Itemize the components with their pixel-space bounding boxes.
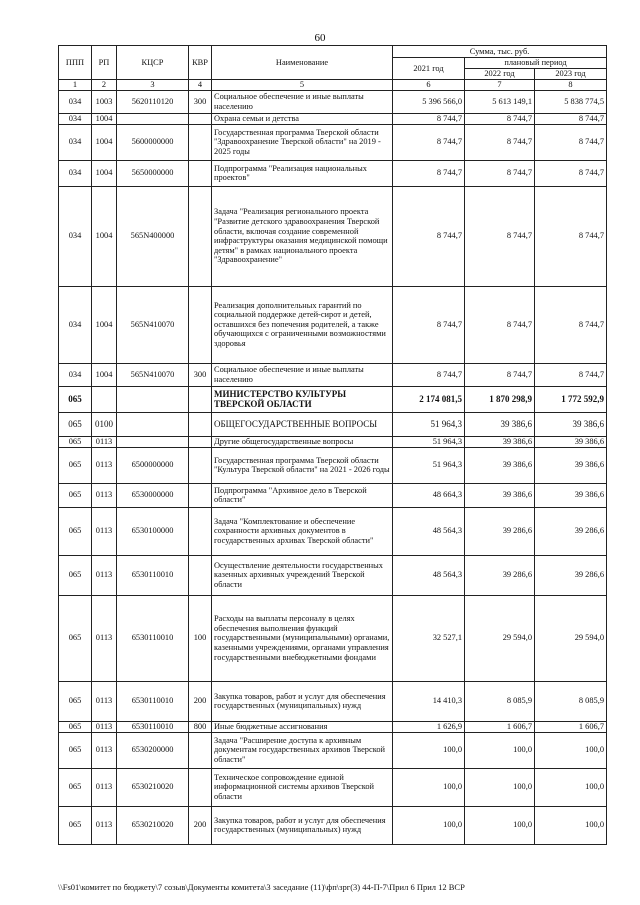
table-body	[59, 90, 607, 844]
cell-2023: 39 386,6	[535, 436, 607, 447]
cell-2022: 1 606,7	[465, 721, 535, 732]
cell-ppp: 065	[59, 768, 92, 806]
cell-2021: 8 744,7	[393, 186, 465, 286]
cell-2021: 1 626,9	[393, 721, 465, 732]
table-row	[59, 113, 607, 124]
cell-kvr	[189, 768, 212, 806]
cell-2023: 8 085,9	[535, 681, 607, 721]
cell-ppp: 065	[59, 732, 92, 768]
cell-rp: 0113	[92, 436, 117, 447]
cell-2021: 14 410,3	[393, 681, 465, 721]
cell-rp: 0113	[92, 768, 117, 806]
cell-ppp: 034	[59, 186, 92, 286]
cell-rp: 0113	[92, 595, 117, 681]
cell-kcsr: 5650000000	[117, 160, 189, 186]
cell-ppp: 065	[59, 386, 92, 412]
table-row	[59, 363, 607, 386]
column-number: 8	[535, 80, 607, 91]
column-number: 1	[59, 80, 92, 91]
header-2023: 2023 год	[535, 69, 607, 80]
cell-2021: 100,0	[393, 768, 465, 806]
cell-name: Иные бюджетные ассигнования	[212, 721, 393, 732]
column-numbers-row	[59, 80, 607, 91]
header-kcsr: КЦСР	[117, 46, 189, 80]
cell-name: Охрана семьи и детства	[212, 113, 393, 124]
header-rp: РП	[92, 46, 117, 80]
table-row	[59, 386, 607, 412]
budget-table	[58, 45, 607, 845]
cell-rp: 1004	[92, 286, 117, 363]
cell-2022: 5 613 149,1	[465, 90, 535, 113]
column-number: 4	[189, 80, 212, 91]
cell-2022: 8 744,7	[465, 113, 535, 124]
cell-2022: 8 744,7	[465, 286, 535, 363]
cell-name: Закупка товаров, работ и услуг для обеспечения государственных (муниципальных) нужд	[212, 681, 393, 721]
cell-2023: 39 386,6	[535, 483, 607, 507]
cell-rp: 1004	[92, 113, 117, 124]
cell-kvr	[189, 386, 212, 412]
cell-2022: 39 386,6	[465, 447, 535, 483]
cell-2023: 1 606,7	[535, 721, 607, 732]
cell-2022: 100,0	[465, 768, 535, 806]
cell-ppp: 065	[59, 595, 92, 681]
cell-kcsr: 6530110010	[117, 721, 189, 732]
cell-rp: 0113	[92, 681, 117, 721]
table-row	[59, 768, 607, 806]
column-number: 3	[117, 80, 189, 91]
cell-2022: 39 286,6	[465, 507, 535, 555]
table-row	[59, 595, 607, 681]
cell-name: Подпрограмма "Архивное дело в Тверской области"	[212, 483, 393, 507]
cell-2022: 8 744,7	[465, 124, 535, 160]
cell-ppp: 065	[59, 447, 92, 483]
cell-2023: 5 838 774,5	[535, 90, 607, 113]
cell-2023: 100,0	[535, 732, 607, 768]
cell-rp: 0113	[92, 732, 117, 768]
cell-2023: 8 744,7	[535, 113, 607, 124]
cell-ppp: 065	[59, 507, 92, 555]
table-row	[59, 483, 607, 507]
cell-kcsr: 6530110010	[117, 595, 189, 681]
header-2021: 2021 год	[393, 58, 465, 80]
cell-ppp: 034	[59, 363, 92, 386]
cell-kcsr: 6530210020	[117, 806, 189, 844]
cell-kvr: 200	[189, 681, 212, 721]
cell-2021: 51 964,3	[393, 412, 465, 436]
cell-name: Государственная программа Тверской области "Культура Тверской области" на 2021 - 2026 годы	[212, 447, 393, 483]
cell-kvr	[189, 412, 212, 436]
cell-rp: 1004	[92, 186, 117, 286]
table-row	[59, 447, 607, 483]
cell-ppp: 065	[59, 412, 92, 436]
cell-ppp: 034	[59, 124, 92, 160]
table-row	[59, 124, 607, 160]
cell-name: Техническое сопровождение единой информационной системы архивов Тверской области	[212, 768, 393, 806]
cell-rp: 0113	[92, 806, 117, 844]
cell-2021: 48 564,3	[393, 555, 465, 595]
cell-name: Осуществление деятельности государственных казенных архивных учреждений Тверской области	[212, 555, 393, 595]
column-number: 6	[393, 80, 465, 91]
cell-name: ОБЩЕГОСУДАРСТВЕННЫЕ ВОПРОСЫ	[212, 412, 393, 436]
header-name: Наименование	[212, 46, 393, 80]
cell-2021: 51 964,3	[393, 447, 465, 483]
cell-name: Задача "Реализация регионального проекта "Развитие детского здравоохранения Тверской области, включая создание современной инфраструктуры оказания медицинской помощи детям" в рамках национального проекта "Здравоохранение"	[212, 186, 393, 286]
cell-ppp: 065	[59, 681, 92, 721]
cell-ppp: 065	[59, 555, 92, 595]
cell-kvr	[189, 507, 212, 555]
cell-kvr	[189, 483, 212, 507]
cell-name: Государственная программа Тверской области "Здравоохранение Тверской области" на 2019 - 2025 годы	[212, 124, 393, 160]
cell-2022: 8 744,7	[465, 160, 535, 186]
cell-2023: 8 744,7	[535, 363, 607, 386]
cell-2023: 1 772 592,9	[535, 386, 607, 412]
cell-kvr: 300	[189, 90, 212, 113]
cell-name: Закупка товаров, работ и услуг для обеспечения государственных (муниципальных) нужд	[212, 806, 393, 844]
cell-2022: 8 085,9	[465, 681, 535, 721]
cell-2023: 39 386,6	[535, 412, 607, 436]
cell-rp: 1004	[92, 160, 117, 186]
cell-2022: 39 386,6	[465, 436, 535, 447]
cell-2021: 8 744,7	[393, 124, 465, 160]
cell-ppp: 034	[59, 286, 92, 363]
cell-name: Подпрограмма "Реализация национальных проектов"	[212, 160, 393, 186]
cell-2023: 100,0	[535, 806, 607, 844]
table-row	[59, 286, 607, 363]
cell-name: Задача "Комплектование и обеспечение сохранности архивных документов в государственных архивах Тверской области"	[212, 507, 393, 555]
cell-2022: 29 594,0	[465, 595, 535, 681]
header-sum: Сумма, тыс. руб.	[393, 46, 607, 58]
cell-rp: 0100	[92, 412, 117, 436]
cell-2021: 100,0	[393, 732, 465, 768]
cell-2022: 8 744,7	[465, 363, 535, 386]
header-kvr: КВР	[189, 46, 212, 80]
cell-kcsr: 565N400000	[117, 186, 189, 286]
cell-2022: 39 386,6	[465, 483, 535, 507]
cell-ppp: 034	[59, 113, 92, 124]
cell-kvr	[189, 436, 212, 447]
column-number: 5	[212, 80, 393, 91]
cell-2023: 29 594,0	[535, 595, 607, 681]
cell-2022: 1 870 298,9	[465, 386, 535, 412]
table-row	[59, 436, 607, 447]
file-path-footer: \\Fs01\комитет по бюджету\7 созыв\Документы комитета\3 заседание (11)\фп\зрг(3) 44-П-7\Прил 6 Прил 12 ВСР	[58, 882, 465, 892]
cell-rp	[92, 386, 117, 412]
cell-kcsr: 6530100000	[117, 507, 189, 555]
cell-2021: 48 564,3	[393, 507, 465, 555]
cell-2021: 8 744,7	[393, 160, 465, 186]
cell-name: Социальное обеспечение и иные выплаты населению	[212, 90, 393, 113]
cell-2021: 8 744,7	[393, 286, 465, 363]
cell-rp: 0113	[92, 483, 117, 507]
cell-kvr: 300	[189, 363, 212, 386]
cell-2023: 8 744,7	[535, 186, 607, 286]
table-row	[59, 507, 607, 555]
cell-ppp: 034	[59, 90, 92, 113]
cell-2021: 8 744,7	[393, 363, 465, 386]
cell-ppp: 065	[59, 483, 92, 507]
cell-ppp: 034	[59, 160, 92, 186]
cell-2021: 2 174 081,5	[393, 386, 465, 412]
cell-kvr	[189, 286, 212, 363]
cell-rp: 1003	[92, 90, 117, 113]
cell-2023: 8 744,7	[535, 160, 607, 186]
cell-kcsr	[117, 436, 189, 447]
cell-kcsr: 6530200000	[117, 732, 189, 768]
cell-kvr	[189, 447, 212, 483]
cell-kvr	[189, 555, 212, 595]
cell-kcsr	[117, 386, 189, 412]
cell-kcsr: 565N410070	[117, 363, 189, 386]
cell-2021: 100,0	[393, 806, 465, 844]
cell-kcsr	[117, 113, 189, 124]
cell-kvr: 200	[189, 806, 212, 844]
cell-kcsr: 6530110010	[117, 681, 189, 721]
table-row	[59, 160, 607, 186]
cell-name: Социальное обеспечение и иные выплаты населению	[212, 363, 393, 386]
cell-2021: 32 527,1	[393, 595, 465, 681]
table-header	[59, 46, 607, 91]
header-planned-period: плановый период	[465, 58, 607, 69]
column-number: 2	[92, 80, 117, 91]
cell-kvr	[189, 160, 212, 186]
cell-kcsr: 6530210020	[117, 768, 189, 806]
table-row	[59, 806, 607, 844]
cell-2023: 8 744,7	[535, 286, 607, 363]
cell-ppp: 065	[59, 721, 92, 732]
cell-name: Задача "Расширение доступа к архивным документам государственных архивов Тверской области"	[212, 732, 393, 768]
cell-2023: 100,0	[535, 768, 607, 806]
cell-ppp: 065	[59, 806, 92, 844]
cell-2022: 100,0	[465, 806, 535, 844]
column-number: 7	[465, 80, 535, 91]
page-number: 60	[314, 32, 326, 44]
table-row	[59, 90, 607, 113]
table-row	[59, 555, 607, 595]
header-ppp: ППП	[59, 46, 92, 80]
cell-kvr: 800	[189, 721, 212, 732]
table-row	[59, 412, 607, 436]
cell-kcsr: 6530000000	[117, 483, 189, 507]
table-row	[59, 681, 607, 721]
cell-kvr	[189, 732, 212, 768]
cell-rp: 1004	[92, 363, 117, 386]
cell-rp: 1004	[92, 124, 117, 160]
cell-2023: 39 286,6	[535, 555, 607, 595]
cell-kcsr: 565N410070	[117, 286, 189, 363]
cell-rp: 0113	[92, 507, 117, 555]
table-row	[59, 186, 607, 286]
cell-rp: 0113	[92, 721, 117, 732]
header-2022: 2022 год	[465, 69, 535, 80]
cell-2022: 39 386,6	[465, 412, 535, 436]
cell-kvr	[189, 186, 212, 286]
cell-kcsr	[117, 412, 189, 436]
cell-kvr: 100	[189, 595, 212, 681]
table-row	[59, 721, 607, 732]
cell-2021: 8 744,7	[393, 113, 465, 124]
cell-kcsr: 5620110120	[117, 90, 189, 113]
cell-name: Расходы на выплаты персоналу в целях обеспечения выполнения функций государственными (муниципальными) органами, казенными учреждениями, органами управления государственными внебюджетными фондами	[212, 595, 393, 681]
cell-2023: 8 744,7	[535, 124, 607, 160]
cell-kvr	[189, 113, 212, 124]
cell-kcsr: 6500000000	[117, 447, 189, 483]
cell-kcsr: 5600000000	[117, 124, 189, 160]
cell-kcsr: 6530110010	[117, 555, 189, 595]
cell-2023: 39 386,6	[535, 447, 607, 483]
table-row	[59, 732, 607, 768]
cell-rp: 0113	[92, 555, 117, 595]
cell-2021: 51 964,3	[393, 436, 465, 447]
cell-rp: 0113	[92, 447, 117, 483]
cell-name: Реализация дополнительных гарантий по социальной поддержке детей-сирот и детей, оставшихся без попечения родителей, а также обучающихся с ограниченными возможностями здоровья	[212, 286, 393, 363]
cell-2021: 5 396 566,0	[393, 90, 465, 113]
cell-2021: 48 664,3	[393, 483, 465, 507]
cell-2022: 39 286,6	[465, 555, 535, 595]
cell-ppp: 065	[59, 436, 92, 447]
cell-2022: 8 744,7	[465, 186, 535, 286]
cell-kvr	[189, 124, 212, 160]
cell-name: МИНИСТЕРСТВО КУЛЬТУРЫ ТВЕРСКОЙ ОБЛАСТИ	[212, 386, 393, 412]
cell-2023: 39 286,6	[535, 507, 607, 555]
cell-name: Другие общегосударственные вопросы	[212, 436, 393, 447]
cell-2022: 100,0	[465, 732, 535, 768]
